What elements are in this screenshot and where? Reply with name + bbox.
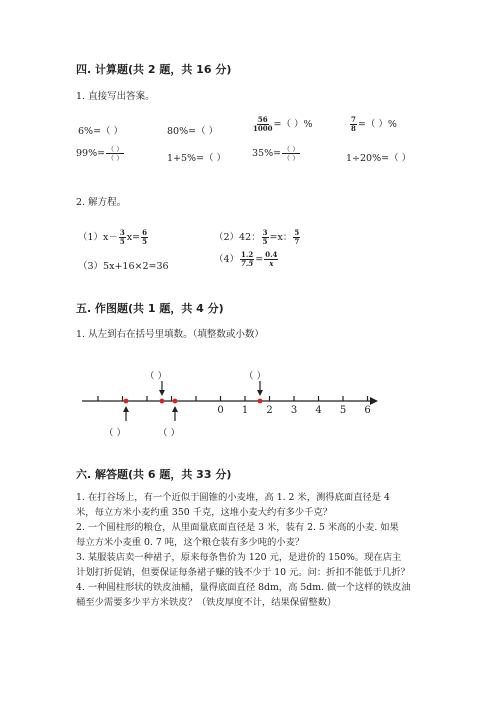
- calc-item: 1+5%=（ ）: [167, 153, 227, 164]
- section-6-title: 六. 解答题(共 6 题，共 33 分): [76, 468, 232, 481]
- answer-blank: （ ）: [158, 428, 181, 439]
- calc-item: 6%=（ ）: [78, 126, 124, 137]
- calc-item: $\frac{7}{8}$ =（ ）%: [351, 115, 397, 133]
- fraction: $\frac{7}{8}$: [351, 115, 356, 133]
- equation-1: （1）x－ $\frac{3}{5}$ x= $\frac{6}{5}$: [78, 228, 147, 246]
- number-line-point: [173, 399, 178, 404]
- number-line-tick-label: 1: [241, 405, 249, 416]
- equation-4: （4） $\frac{1.2}{7.5}$ = $\frac{0.4}{x}$: [214, 250, 278, 268]
- number-line-tick-label: 3: [290, 405, 298, 416]
- down-arrow-icon: [159, 390, 165, 396]
- fraction: $\frac{6}{5}$: [142, 228, 147, 246]
- number-line-tick-label: 5: [339, 405, 347, 416]
- problem-line: 4. 一种圆柱形状的铁皮油桶，量得底面直径 8dm，高 5dm. 做一个这样的铁皮油: [76, 582, 411, 593]
- number-line-tick-label: 0: [217, 405, 224, 416]
- number-line-point: [124, 399, 129, 404]
- calc-item: 80%=（ ）: [167, 126, 219, 137]
- arrow-right-icon: [370, 397, 378, 405]
- fraction: $\frac{3}{5}$: [119, 228, 125, 246]
- calc-item: 99%= $\frac{( )}{( )}$: [76, 145, 124, 162]
- fraction: $\frac{( )}{( )}$: [107, 145, 124, 162]
- number-line-tick-label: 4: [315, 405, 322, 416]
- problem-line: 每立方米小麦重 0. 7 吨，这个粮仓装有多少吨的小麦？: [76, 537, 305, 548]
- word-problems: [76, 490, 411, 610]
- problem-line: 米，每立方米小麦约重 350 千克，这堆小麦大约有多少千克？: [76, 507, 333, 518]
- answer-blank: （ ）: [145, 371, 168, 382]
- fraction: $\frac{56}{1000}$: [253, 115, 273, 133]
- calc-item: 35%= $\frac{( )}{( )}$: [252, 145, 300, 162]
- calc-item: 1÷20%=（ ）: [346, 153, 412, 164]
- number-line-tick-label: 2: [266, 405, 273, 416]
- section-4-title: 四. 计算题(共 2 题，共 16 分): [76, 63, 232, 76]
- problem-line: 计划打折促销，但要保证每条裙子赚的钱不少于 10 元。问：折扣不能低于几折？: [76, 567, 410, 578]
- number-line-point: [160, 399, 165, 404]
- problem-line: 桶至少需要多少平方米铁皮？（铁皮厚度不计，结果保留整数）: [76, 597, 337, 608]
- fraction: $\frac{( )}{( )}$: [283, 145, 300, 162]
- down-arrow-icon: [257, 390, 263, 396]
- calc-item: $\frac{56}{1000}$ =（ ）%: [253, 115, 313, 133]
- section-5-title: 五. 作图题(共 1 题，共 4 分): [76, 302, 224, 315]
- fraction: $\frac{3}{5}$: [262, 228, 268, 246]
- up-arrow-icon: [172, 406, 178, 412]
- number-line-point: [258, 399, 263, 404]
- fraction: $\frac{0.4}{x}$: [265, 250, 278, 268]
- problem-line: 3. 某服装店卖一种裙子，原来每条售价为 120 元，是进价的 150%。现在店主: [76, 552, 402, 563]
- answer-blank: （ ）: [104, 428, 127, 439]
- number-line-tick-label: 6: [364, 405, 371, 416]
- fraction: $\frac{1.2}{7.5}$: [241, 250, 254, 268]
- equation-2: （2）42： $\frac{3}{5}$ =x： $\frac{5}{7}$: [214, 228, 300, 246]
- problem-line: 1. 在打谷场上，有一个近似于圆锥的小麦堆，高 1. 2 米，测得底面直径是 4: [76, 492, 390, 503]
- up-arrow-icon: [123, 406, 129, 412]
- equation-3: （3）5x+16×2=36: [78, 261, 169, 272]
- fraction: $\frac{5}{7}$: [294, 228, 300, 246]
- problem-line: 2. 一个圆柱形的粮仓，从里面量底面直径是 3 米，装有 2. 5 米高的小麦. 如果: [76, 522, 399, 533]
- question-4-1-label: 1. 直接写出答案。: [76, 91, 155, 102]
- answer-blank: （ ）: [244, 371, 267, 382]
- question-4-2-label: 2. 解方程。: [76, 197, 127, 208]
- question-5-1-label: 1. 从左到右在括号里填数。（填整数或小数）: [76, 329, 264, 340]
